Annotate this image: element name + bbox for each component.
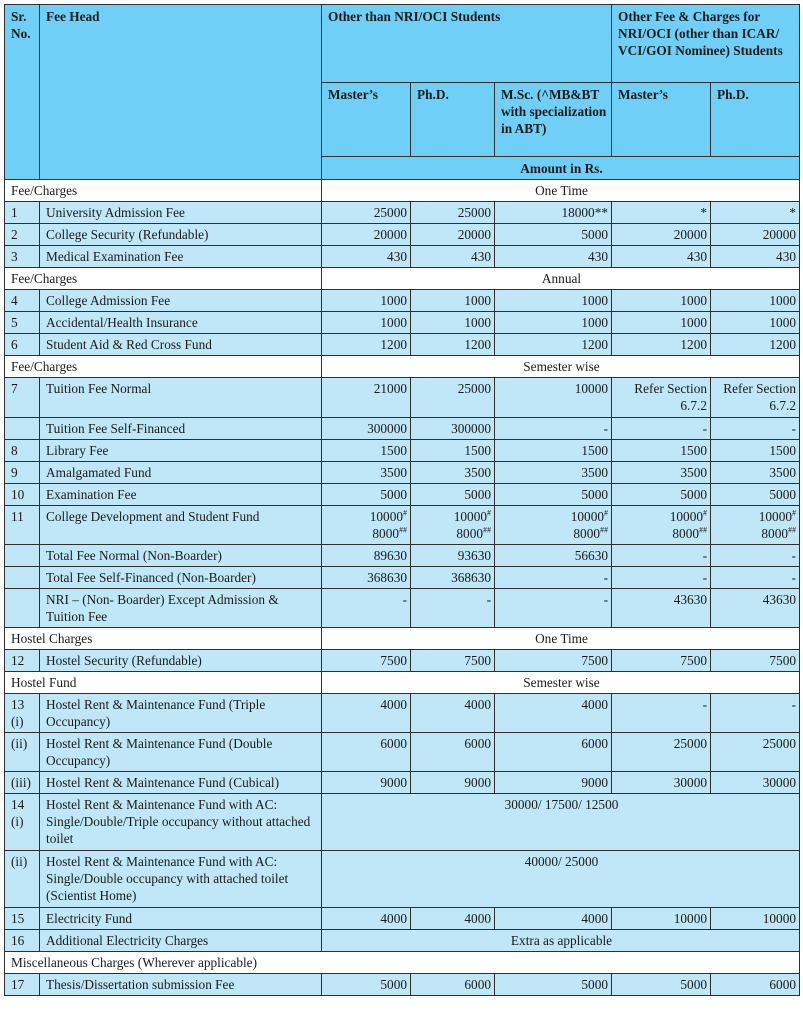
value-cell: 1200 — [495, 334, 612, 356]
fee-head-cell: Hostel Rent & Maintenance Fund with AC: Single/Double occupancy with attached toilet (Scientist Home) — [40, 851, 322, 908]
fee-head-cell: Hostel Rent & Maintenance Fund (Triple Occupancy) — [40, 694, 322, 733]
value-cell: 25000 — [411, 378, 495, 418]
sr-cell: 9 — [5, 462, 40, 484]
table-row — [5, 334, 800, 356]
sr-cell: 2 — [5, 224, 40, 246]
value-cell: 7500 — [612, 650, 711, 672]
value-cell: 43630 — [612, 589, 711, 628]
value-cell: 1000 — [711, 290, 800, 312]
value-cell: 6000 — [495, 733, 612, 772]
sr-cell — [5, 545, 40, 567]
fee-head-cell: Library Fee — [40, 440, 322, 462]
value-cell: 1500 — [612, 440, 711, 462]
header-msc: M.Sc. (^MB&BT with specialization in ABT) — [495, 83, 612, 157]
value-cell: 20000 — [612, 224, 711, 246]
value-b: 8000 — [672, 526, 699, 541]
sr-cell: 6 — [5, 334, 40, 356]
value-cell: 4000 — [322, 694, 411, 733]
value-cell: 25000 — [612, 733, 711, 772]
header-group-other-than-nri: Other than NRI/OCI Students — [322, 5, 612, 83]
value-cell: 1500 — [322, 440, 411, 462]
value-cell: - — [612, 694, 711, 733]
value-cell: - — [322, 589, 411, 628]
fee-head-cell: College Development and Student Fund — [40, 506, 322, 545]
value-cell: 1500 — [411, 440, 495, 462]
sr-cell: (iii) — [5, 772, 40, 794]
value-cell: 1000 — [495, 312, 612, 334]
sr-cell — [5, 567, 40, 589]
header-phd: Ph.D. — [411, 83, 495, 157]
fee-head-cell: Examination Fee — [40, 484, 322, 506]
value-cell: 4000 — [495, 908, 612, 930]
value-b: 8000 — [456, 526, 483, 541]
section-period: Semester wise — [322, 356, 800, 378]
header-sr-no: Sr. No. — [5, 5, 40, 180]
value-cell: 1500 — [711, 440, 800, 462]
value-b: 8000 — [372, 526, 399, 541]
value-cell: 7500 — [495, 650, 612, 672]
table-row — [5, 290, 800, 312]
fee-head-cell: Amalgamated Fund — [40, 462, 322, 484]
value-cell: 89630 — [322, 545, 411, 567]
sr-cell — [5, 418, 40, 440]
header-amount: Amount in Rs. — [322, 157, 800, 180]
value-cell: 30000 — [612, 772, 711, 794]
value-cell: 5000 — [322, 974, 411, 996]
value-cell: 430 — [322, 246, 411, 268]
value-cell: 6000 — [411, 974, 495, 996]
fee-head-cell: Total Fee Self-Financed (Non-Boarder) — [40, 567, 322, 589]
value-cell: 20000 — [411, 224, 495, 246]
value-cell: 9000 — [411, 772, 495, 794]
value-cell: 3500 — [711, 462, 800, 484]
fee-head-cell: Tuition Fee Normal — [40, 378, 322, 418]
value-cell: 1000 — [411, 290, 495, 312]
value-cell: 1000 — [612, 290, 711, 312]
value-cell: - — [612, 418, 711, 440]
value-cell: 3500 — [322, 462, 411, 484]
section-row — [5, 952, 800, 974]
header-nri-masters: Master’s — [612, 83, 711, 157]
table-row — [5, 246, 800, 268]
value-cell: 3500 — [411, 462, 495, 484]
fee-head-cell: Accidental/Health Insurance — [40, 312, 322, 334]
value-cell: 1000 — [411, 312, 495, 334]
fee-head-cell: College Security (Refundable) — [40, 224, 322, 246]
value-cell: 1000 — [612, 312, 711, 334]
section-row — [5, 268, 800, 290]
table-row — [5, 974, 800, 996]
value-cell: - — [612, 545, 711, 567]
value-cell: Refer Section 6.7.2 — [612, 378, 711, 418]
footnote-mark: ## — [699, 525, 707, 535]
section-period: One Time — [322, 180, 800, 202]
value-cell: 368630 — [411, 567, 495, 589]
value-cell: 10000 — [711, 908, 800, 930]
value-cell: 10000 — [495, 378, 612, 418]
section-label: Hostel Charges — [5, 628, 322, 650]
value-b: 8000 — [573, 526, 600, 541]
footnote-mark: ## — [399, 525, 407, 535]
table-row — [5, 484, 800, 506]
table-row — [5, 312, 800, 334]
table-row — [5, 378, 800, 418]
sr-cell: (ii) — [5, 733, 40, 772]
value-cell: 25000 — [411, 202, 495, 224]
fee-head-cell: Hostel Security (Refundable) — [40, 650, 322, 672]
value-cell: 6000 — [711, 974, 800, 996]
value-cell: 4000 — [322, 908, 411, 930]
table-row — [5, 930, 800, 952]
table-row — [5, 772, 800, 794]
fee-head-cell: University Admission Fee — [40, 202, 322, 224]
section-row — [5, 672, 800, 694]
value-cell: 25000 — [322, 202, 411, 224]
footnote-mark: ## — [600, 525, 608, 535]
total-row — [5, 589, 800, 628]
header-nri-phd: Ph.D. — [711, 83, 800, 157]
section-label: Fee/Charges — [5, 268, 322, 290]
value-cell: 4000 — [411, 908, 495, 930]
sr-cell: 8 — [5, 440, 40, 462]
table-row — [5, 440, 800, 462]
table-row — [5, 794, 800, 851]
value-cell: 5000 — [495, 974, 612, 996]
value-cell: - — [711, 418, 800, 440]
value-cell: 7500 — [322, 650, 411, 672]
value-cell: 1200 — [612, 334, 711, 356]
value-cell: 5000 — [322, 484, 411, 506]
fee-head-cell: Total Fee Normal (Non-Boarder) — [40, 545, 322, 567]
sr-cell: 13 (i) — [5, 694, 40, 733]
value-cell: 30000 — [711, 772, 800, 794]
value-cell: 5000 — [495, 224, 612, 246]
value-cell: 5000 — [711, 484, 800, 506]
section-label: Fee/Charges — [5, 180, 322, 202]
value-cell: 430 — [411, 246, 495, 268]
sr-cell: 17 — [5, 974, 40, 996]
value-cell: 430 — [711, 246, 800, 268]
value-cell: - — [495, 418, 612, 440]
value-cell: 430 — [495, 246, 612, 268]
value-cell: 43630 — [711, 589, 800, 628]
value-cell: 6000 — [411, 733, 495, 772]
value-cell: 7500 — [711, 650, 800, 672]
value-cell — [612, 506, 711, 545]
value-cell: * — [612, 202, 711, 224]
value-cell: * — [711, 202, 800, 224]
value-cell: 4000 — [411, 694, 495, 733]
fee-head-cell: NRI – (Non- Boarder) Except Admission & Tuition Fee — [40, 589, 322, 628]
table-row — [5, 908, 800, 930]
sr-cell: (ii) — [5, 851, 40, 908]
table-row — [5, 418, 800, 440]
sr-cell: 7 — [5, 378, 40, 418]
value-span-cell: 40000/ 25000 — [322, 851, 800, 908]
value-cell: 5000 — [612, 484, 711, 506]
value-cell: 9000 — [322, 772, 411, 794]
value-cell — [711, 506, 800, 545]
section-label: Hostel Fund — [5, 672, 322, 694]
value-b: 8000 — [761, 526, 788, 541]
value-cell: 1000 — [711, 312, 800, 334]
table-row — [5, 694, 800, 733]
sr-cell — [5, 589, 40, 628]
footnote-mark: # — [792, 508, 796, 518]
sr-cell: 1 — [5, 202, 40, 224]
fee-head-cell: College Admission Fee — [40, 290, 322, 312]
table-row — [5, 462, 800, 484]
header-fee-head: Fee Head — [40, 5, 322, 180]
value-cell: 56630 — [495, 545, 612, 567]
value-span-cell: Extra as applicable — [322, 930, 800, 952]
value-cell: 21000 — [322, 378, 411, 418]
section-period: Semester wise — [322, 672, 800, 694]
value-cell: 1000 — [495, 290, 612, 312]
sr-cell: 5 — [5, 312, 40, 334]
section-label: Fee/Charges — [5, 356, 322, 378]
sr-cell: 4 — [5, 290, 40, 312]
sr-cell: 15 — [5, 908, 40, 930]
fee-head-cell: Thesis/Dissertation submission Fee — [40, 974, 322, 996]
section-period: Annual — [322, 268, 800, 290]
table-row — [5, 650, 800, 672]
value-a: 10000 — [758, 509, 792, 524]
value-cell: - — [495, 567, 612, 589]
value-cell: 1000 — [322, 312, 411, 334]
value-cell: 5000 — [495, 484, 612, 506]
value-cell — [495, 506, 612, 545]
value-cell: - — [711, 545, 800, 567]
footnote-mark: ## — [788, 525, 796, 535]
value-cell: - — [411, 589, 495, 628]
fee-head-cell: Hostel Rent & Maintenance Fund with AC: Single/Double/Triple occupancy without attached toilet — [40, 794, 322, 851]
value-a: 10000 — [669, 509, 703, 524]
section-label: Miscellaneous Charges (Wherever applicable) — [5, 952, 800, 974]
value-cell: - — [711, 567, 800, 589]
value-cell: 6000 — [322, 733, 411, 772]
value-a: 10000 — [369, 509, 403, 524]
value-cell: 300000 — [411, 418, 495, 440]
footnote-mark: # — [604, 508, 608, 518]
value-a: 10000 — [453, 509, 487, 524]
value-cell: - — [711, 694, 800, 733]
value-cell: 25000 — [711, 733, 800, 772]
value-cell: 7500 — [411, 650, 495, 672]
table-row — [5, 506, 800, 545]
sr-cell: 16 — [5, 930, 40, 952]
table-row — [5, 851, 800, 908]
value-a: 10000 — [570, 509, 604, 524]
fee-head-cell: Student Aid & Red Cross Fund — [40, 334, 322, 356]
value-cell: - — [612, 567, 711, 589]
sr-cell: 12 — [5, 650, 40, 672]
table-row — [5, 224, 800, 246]
value-span-cell: 30000/ 17500/ 12500 — [322, 794, 800, 851]
fee-head-cell: Hostel Rent & Maintenance Fund (Cubical) — [40, 772, 322, 794]
value-cell — [322, 506, 411, 545]
value-cell: 5000 — [411, 484, 495, 506]
footnote-mark: # — [403, 508, 407, 518]
table-row — [5, 733, 800, 772]
value-cell: 1200 — [322, 334, 411, 356]
footnote-mark: # — [703, 508, 707, 518]
sr-cell: 3 — [5, 246, 40, 268]
total-row — [5, 567, 800, 589]
sr-cell: 11 — [5, 506, 40, 545]
value-cell: 9000 — [495, 772, 612, 794]
fee-head-cell: Electricity Fund — [40, 908, 322, 930]
total-row — [5, 545, 800, 567]
value-cell: 5000 — [612, 974, 711, 996]
value-cell: 20000 — [711, 224, 800, 246]
fee-table — [4, 4, 800, 996]
footnote-mark: ## — [483, 525, 491, 535]
section-row — [5, 180, 800, 202]
header-group-nri: Other Fee & Charges for NRI/OCI (other than ICAR/ VCI/GOI Nominee) Students — [612, 5, 800, 83]
value-cell: 20000 — [322, 224, 411, 246]
table-row — [5, 202, 800, 224]
fee-head-cell: Medical Examination Fee — [40, 246, 322, 268]
fee-head-cell: Additional Electricity Charges — [40, 930, 322, 952]
value-cell: 300000 — [322, 418, 411, 440]
footnote-mark: # — [487, 508, 491, 518]
value-cell — [411, 506, 495, 545]
value-cell: Refer Section 6.7.2 — [711, 378, 800, 418]
value-cell: 10000 — [612, 908, 711, 930]
value-cell: 18000** — [495, 202, 612, 224]
value-cell: 3500 — [612, 462, 711, 484]
fee-head-cell: Hostel Rent & Maintenance Fund (Double Occupancy) — [40, 733, 322, 772]
value-cell: 1200 — [711, 334, 800, 356]
section-row — [5, 628, 800, 650]
section-row — [5, 356, 800, 378]
fee-head-cell: Tuition Fee Self-Financed — [40, 418, 322, 440]
sr-cell: 10 — [5, 484, 40, 506]
value-cell: 1200 — [411, 334, 495, 356]
sr-cell: 14 (i) — [5, 794, 40, 851]
value-cell: 3500 — [495, 462, 612, 484]
value-cell: 368630 — [322, 567, 411, 589]
value-cell: 1000 — [322, 290, 411, 312]
section-period: One Time — [322, 628, 800, 650]
value-cell: 4000 — [495, 694, 612, 733]
value-cell: - — [495, 589, 612, 628]
value-cell: 430 — [612, 246, 711, 268]
value-cell: 93630 — [411, 545, 495, 567]
value-cell: 1500 — [495, 440, 612, 462]
header-masters: Master’s — [322, 83, 411, 157]
